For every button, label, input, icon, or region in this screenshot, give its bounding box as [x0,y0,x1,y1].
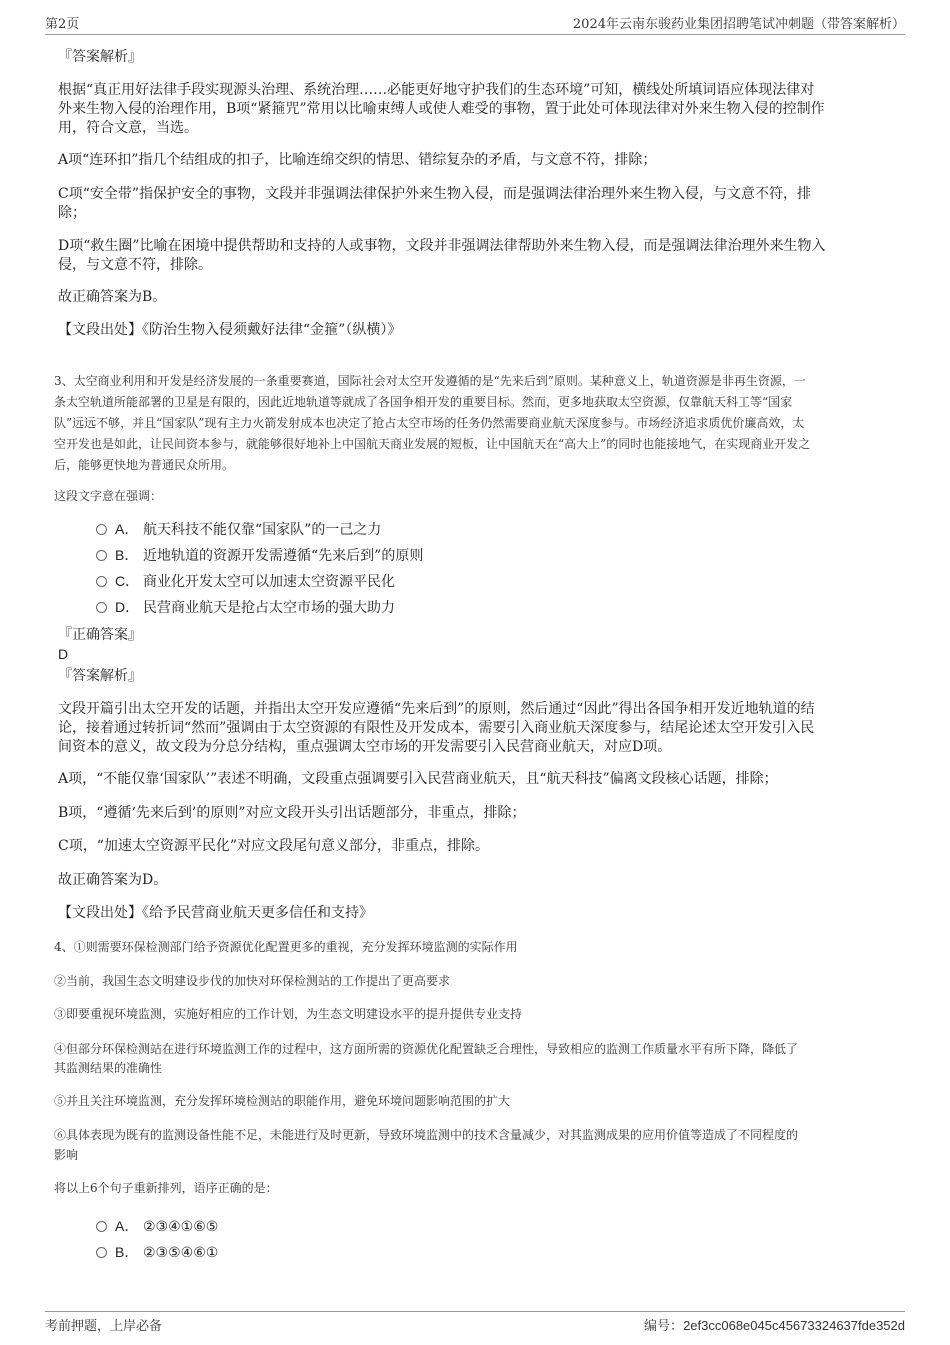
q4-sentence-6-line-2: 影响 [54,1148,79,1162]
option-text: 民营商业航天是抢占太空市场的强大助力 [143,600,395,616]
q4-sentence-2: ②当前，我国生态文明建设步伐的加快对环保检测站的工作提出了更高要求 [54,974,451,988]
q3-option-c[interactable] [96,570,395,592]
page-header [45,0,905,35]
q2-option-c-explanation-2: 除； [58,205,86,221]
document-title: 2024年云南东骏药业集团招聘笔试冲刺题（带答案解析） [572,17,905,32]
option-letter: C． [115,573,140,589]
q4-sentence-4-line-2: 其监测结果的准确性 [54,1061,163,1075]
q4-sentence-5: ⑤并且关注环境监测，充分发挥环境检测站的职能作用，避免环境问题影响范围的扩大 [54,1094,511,1108]
q3-correct-answer: D [58,646,69,662]
q3-stem-line-1: 3、太空商业利用和开发是经济发展的一条重要赛道，国际社会对太空开发遵循的是“先来后到”原则。某种意义上，轨道资源是非再生资源，一 [54,374,806,388]
q3-option-c-explanation: C项，“加速太空资源平民化”对应文段尾句意义部分，非重点，排除。 [58,838,490,854]
q3-stem-line-3: 队”远远不够，并且“国家队”现有主力火箭发射成本也决定了抢占太空市场的任务仍然需要商业航天深度参与。市场经济追求质优价廉高效，太 [54,416,805,430]
option-text: ②③④①⑥⑤ [143,1219,219,1235]
q4-option-b[interactable] [96,1241,218,1263]
radio-icon[interactable] [96,1221,107,1232]
q2-analysis-line-2: 外来生物入侵的治理作用，B项“紧箍咒”常用以比喻束缚人或使人难受的事物，置于此处可体现法律对外来生物入侵的控制作 [58,101,825,117]
q2-analysis-line-1: 根据“真正用好法律手段实现源头治理、系统治理……必能更好地守护我们的生态环境”可知，横线处所填词语应体现法律对 [58,82,815,98]
q3-option-a-explanation: A项，“不能仅靠‘国家队’”表述不明确，文段重点强调要引入民营商业航天，且“航天科技”偏离文段核心话题，排除； [58,771,778,787]
radio-icon[interactable] [96,576,107,587]
page-number: 第2页 [45,17,80,32]
q3-option-b-explanation: B项，“遵循‘先来后到’的原则”对应文段开头引出话题部分，非重点，排除； [58,805,526,821]
q3-option-d[interactable] [96,596,395,618]
option-text: 商业化开发太空可以加速太空资源平民化 [143,574,395,590]
option-letter: B． [115,547,139,563]
radio-icon[interactable] [96,524,107,535]
radio-icon[interactable] [96,1247,107,1258]
q2-conclusion: 故正确答案为B。 [58,289,167,305]
q2-option-d-explanation-2: 侵，与文意不符，排除。 [58,257,212,273]
q3-stem-line-2: 条太空轨道所能部署的卫星是有限的，因此近地轨道等就成了各国争相开发的重要目标。然而，更多地获取太空资源，仅靠航天科工等“国家 [54,395,793,409]
q4-sentence-3: ③即要重视环境监测，实施好相应的工作计划，为生态文明建设水平的提升提供专业支持 [54,1007,523,1021]
option-text: 航天科技不能仅靠“国家队”的一己之力 [143,522,382,538]
footer-slogan: 考前押题，上岸必备 [45,1319,163,1334]
footer-code [644,1315,905,1334]
footer-code-value: 2ef3cc068e045c45673324637fde352d [683,1318,905,1333]
q3-analysis-title: 『答案解析』 [58,668,142,684]
radio-icon[interactable] [96,602,107,613]
q4-sentence-1: 4、①则需要环保检测部门给予资源优化配置更多的重视，充分发挥环境监测的实际作用 [54,940,518,954]
q4-prompt: 将以上6个句子重新排列，语序正确的是： [54,1181,278,1195]
q3-analysis-line-3: 间资本的意义，故文段为分总分结构，重点强调太空市场的开发需要引入民营商业航天，对应D项。 [58,739,672,755]
option-letter: D． [115,599,140,615]
q2-analysis-title: 『答案解析』 [58,49,142,65]
q3-correct-title: 『正确答案』 [58,627,142,643]
q2-analysis-line-3: 用，符合文意，当选。 [58,120,198,136]
option-letter: A． [115,1218,139,1234]
q4-sentence-6-line-1: ⑥具体表现为既有的监测设备性能不足，未能进行及时更新，导致环境监测中的技术含量减少，对其监测成果的应用价值等造成了不同程度的 [54,1128,799,1142]
q2-option-d-explanation-1: D项“救生圈”比喻在困境中提供帮助和支持的人或事物，文段并非强调法律帮助外来生物入侵，而是强调法律治理外来生物入 [58,238,826,254]
page-footer [45,1311,905,1334]
option-letter: A． [115,521,139,537]
q2-source: 【文段出处】《防治生物入侵须戴好法律“金箍”（纵横）》 [58,322,402,338]
q2-option-a-explanation: A项“连环扣”指几个结组成的扣子，比喻连绵交织的情思、错综复杂的矛盾，与文意不符，排除； [58,152,657,168]
q4-option-a[interactable] [96,1215,218,1237]
q3-analysis-line-1: 文段开篇引出太空开发的话题，并指出太空开发应遵循“先来后到”的原则，然后通过“因此”得出各国争相开发近地轨道的结 [58,701,815,717]
q3-stem-line-5: 后，能够更快地为普通民众所用。 [54,458,235,472]
option-text: 近地轨道的资源开发需遵循“先来后到”的原则 [143,548,424,564]
q3-stem-line-4: 空开发也是如此，让民间资本参与，就能够很好地补上中国航天商业发展的短板，让中国航天在“高大上”的同时也能接地气，在实现商业开发之 [54,437,811,451]
radio-icon[interactable] [96,550,107,561]
option-text: ②③⑤④⑥① [143,1245,219,1261]
q3-prompt: 这段文字意在强调： [54,489,163,503]
q4-sentence-4-line-1: ④但部分环保检测站在进行环境监测工作的过程中，这方面所需的资源优化配置缺乏合理性，导致相应的监测工作质量水平有所下降，降低了 [54,1042,799,1056]
q3-conclusion: 故正确答案为D。 [58,872,168,888]
q3-source: 【文段出处】《给予民营商业航天更多信任和支持》 [58,905,373,921]
q3-analysis-line-2: 论，接着通过转折词“然而”强调由于太空资源的有限性及开发成本，需要引入商业航天深度参与，结尾论述太空开发引入民 [58,720,815,736]
option-letter: B． [115,1244,139,1260]
q3-option-a[interactable] [96,518,381,540]
footer-code-label: 编号： [644,1319,684,1334]
q3-option-b[interactable] [96,544,423,566]
q2-option-c-explanation-1: C项“安全带”指保护安全的事物，文段并非强调法律保护外来生物入侵，而是强调法律治理外来生物入侵，与文意不符，排 [58,186,812,202]
